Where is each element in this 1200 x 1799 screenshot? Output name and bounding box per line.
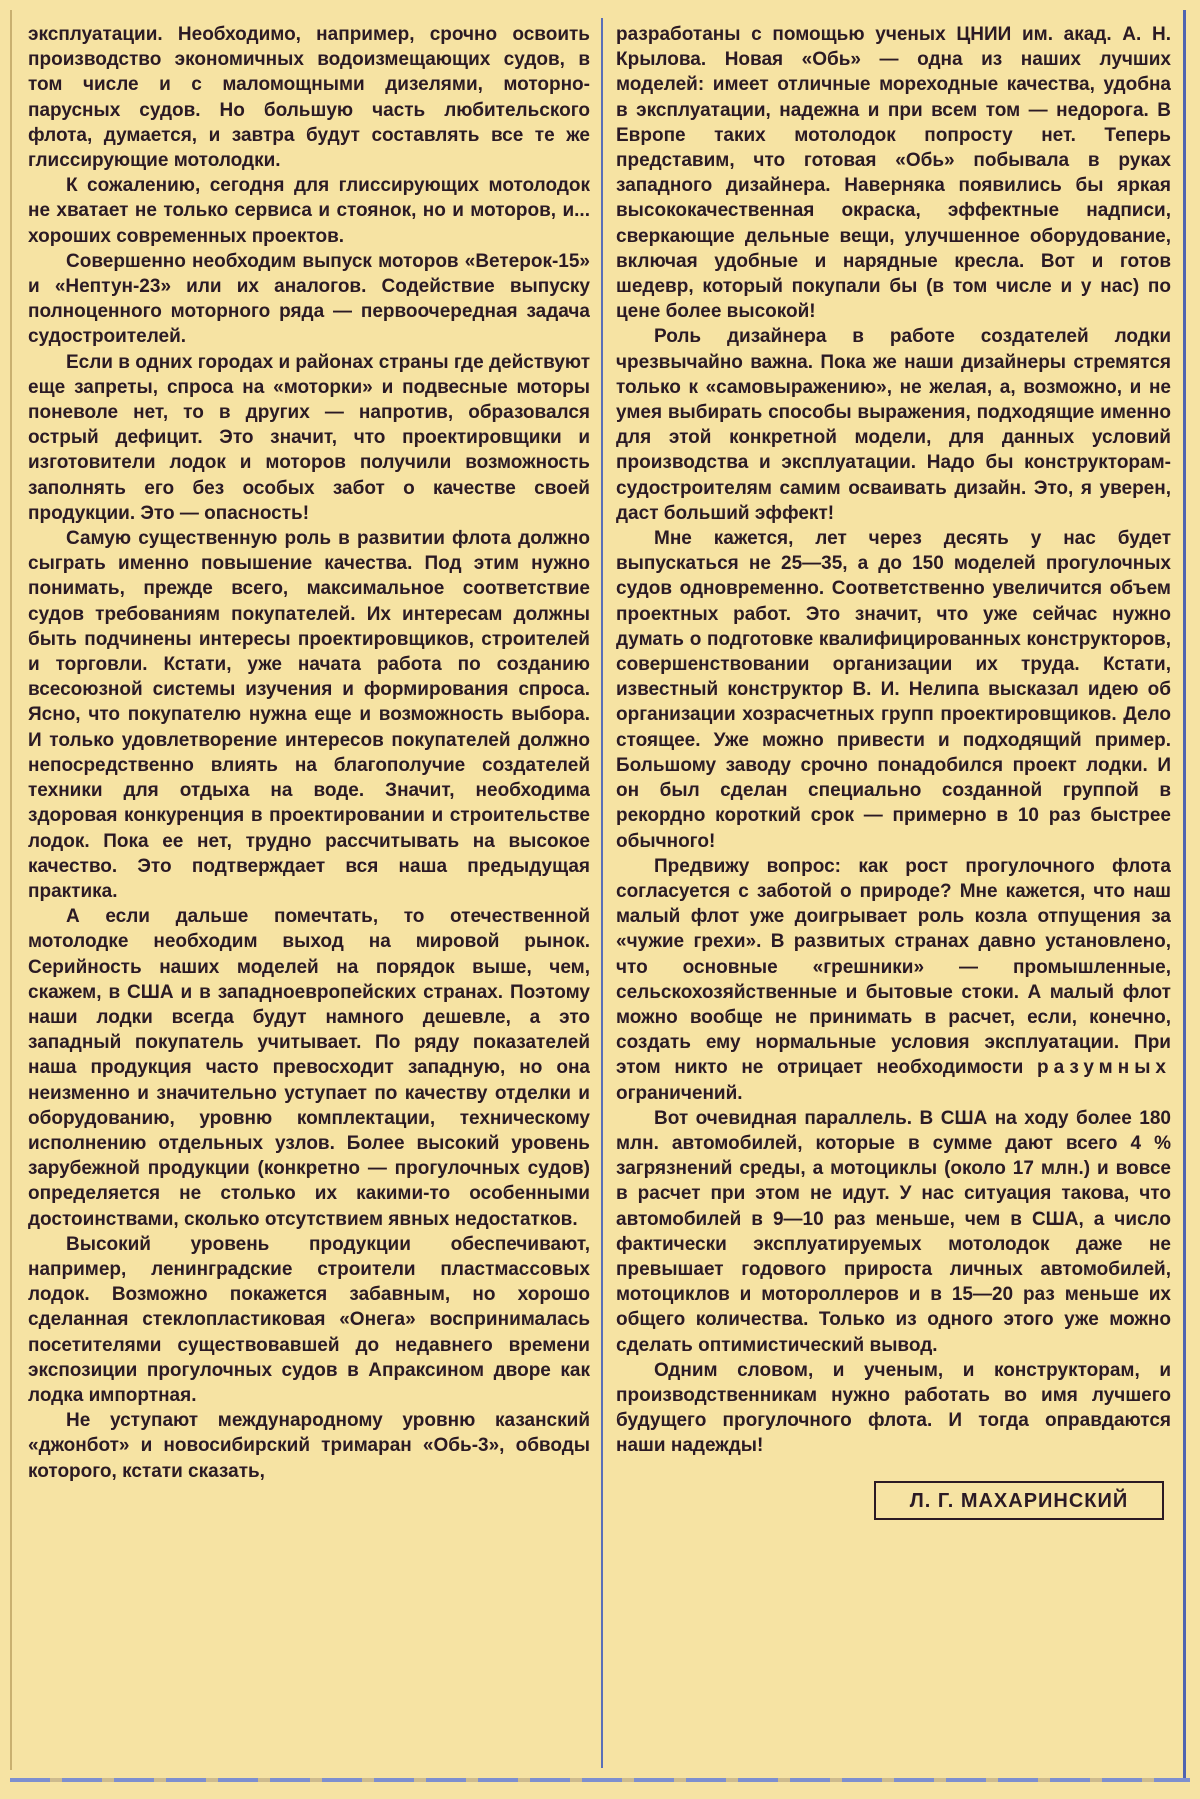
paragraph: К сожалению, сегодня для глиссирующих мотолодок не хватает не только сервиса и стоянок, но и моторов, и... хороших современных проектов. [28,175,590,247]
paragraph: Вот очевидная параллель. В США на ходу более 180 млн. автомобилей, которые в сумме дают всего 4 % загрязнений среды, а мотоциклы (около 17 млн.) и вовсе в расчет при этом не идут. У нас ситуация такова, что автомобилей в 9—10 раз меньше, чем в США, а число фактически эксплуатируемых мотолодок даже не превышает годового прироста личных автомобилей, мотоциклов и мотороллеров и в 15—20 раз меньше их общего количества. Только из одного этого уже можно сделать оптимистический вывод. [616,1107,1171,1356]
paragraph: Самую существенную роль в развитии флота должно сыграть именно повышение качества. Под этим нужно понимать, прежде всего, максимальное соответствие судов требованиям покупателей. Их интересам должны быть подчинены интересы проектировщиков, строителей и торговли. Кстати, уже начата работа по созданию всесоюзной системы изучения и формирования спроса. Ясно, что покупателю нужна еще и возможность выбора. И только удовлетворение интересов покупателей должно непосредственно влиять на благополучие создателей техники для отдыха на воде. Значит, необходима здоровая конкуренция в проектировании и строительстве лодок. Пока ее нет, трудно рассчитывать на высокое качество. Это подтверждает вся наша предыдущая практика. [28,528,590,902]
paragraph: Высокий уровень продукции обеспечивают, например, ленинградские строители пластмассовых лодок. Возможно покажется забавным, но хорошо сделанная стеклопластиковая «Онега» воспринималась посетителями существовавшей до недавнего времени экспозиции прогулочных судов в Апраксином дворе как лодка импортная. [28,1233,590,1406]
right-border-rule [1183,10,1186,1780]
paragraph-text: ограничений. [616,1082,743,1104]
column-divider [601,18,603,1768]
paragraph: Роль дизайнера в работе создателей лодки чрезвычайно важна. Пока же наши дизайнеры стремятся только к «самовыражению», не желая, а, возможно, и не умея выбирать способы выражения, подходящие именно для этой конкретной модели, для данных условий производства и эксплуатации. Надо бы конструкторам-судостроителям самим осваивать дизайн. Это, я уверен, даст больший эффект! [616,326,1171,524]
paragraph: Мне кажется, лет через десять у нас будет выпускаться не 25—35, а до 150 моделей прогулочных судов одновременно. Соответственно увеличится объем проектных работ. Это значит, что уже сейчас нужно думать о подготовке квалифицированных конструкторов, совершенствовании организации их труда. Кстати, известный конструктор В. И. Нелипа высказал идею об организации хозрасчетных групп проектировщиков. Дело стоящее. Уже можно привести и подходящий пример. Большому заводу срочно понадобился проект лодки. И он был сделан специально созданной группой в рекордно короткий срок — примерно в 10 раз быстрее обычного! [616,528,1171,852]
paragraph: эксплуатации. Необходимо, например, срочно освоить производство экономичных водоизмещающих судов, в том числе и с маломощными дизелями, моторно-парусных судов. Но большую часть любительского флота, думается, и завтра будут составлять все те же глиссирующие мотолодки. [28,24,590,172]
left-column [28,22,590,1767]
paragraph: разработаны с помощью ученых ЦНИИ им. акад. А. Н. Крылова. Новая «Обь» — одна из наших лучших моделей: имеет отличные мореходные качества, удобна в эксплуатации, надежна и при всем том — недорога. В Европе таких мотолодок попросту нет. Теперь представим, что готовая «Обь» побывала в руках западного дизайнера. Наверняка появились бы яркая высококачественная окраска, эффектные надписи, сверкающие дельные вещи, улучшенное оборудование, включая удобные и нарядные кресла. Вот и готов шедевр, который покупали бы (в том числе и у нас) по цене более высокой! [616,24,1171,323]
paragraph: Совершенно необходим выпуск моторов «Ветерок-15» и «Нептун-23» или их аналогов. Содействие выпуску полноценного моторного ряда — первоочередная задача судостроителей. [28,250,590,348]
paragraph: Если в одних городах и районах страны где действуют еще запреты, спроса на «моторки» и подвесные моторы поневоле нет, то в других — напротив, образовался острый дефицит. Это значит, что проектировщики и изготовители лодок и моторов получили возможность заполнять его без особых забот о качестве своей продукции. Это — опасность! [28,351,590,524]
bottom-border-rule [10,1778,1190,1782]
left-edge [10,10,12,1770]
paragraph: Одним словом, и ученым, и конструкторам, и производственникам нужно работать во имя лучшего будущего прогулочного флота. И тогда оправдаются наши надежды! [616,1359,1171,1457]
paragraph: А если дальше помечтать, то отечественной мотолодке необходим выход на мировой рынок. Серийность наших моделей на порядок выше, чем, скажем, в США и в западноевропейских странах. Поэтому наши лодки всегда будут намного дешевле, а это западный покупатель учитывает. По ряду показателей наша продукция часто превосходит западную, но она неизменно и значительно уступает по качеству отделки и оборудованию, уровню комплектации, техническому исполнению отдельных узлов. Более высокий уровень зарубежной продукции (конкретно — прогулочных судов) определяется не столько их какими-то особенными достоинствами, сколько отсутствием явных недостатков. [28,906,590,1230]
spaced-emphasis: разумных [1036,1057,1171,1079]
right-column [616,22,1171,1767]
paragraph: Не уступают международному уровню казанский «джонбот» и новосибирский тримаран «Обь-3», обводы которого, кстати сказать, [28,1410,590,1482]
paragraph-nature [616,854,1171,1106]
author-signature: Л. Г. МАХАРИНСКИЙ [874,1481,1164,1520]
paragraph-text: Предвижу вопрос: как рост прогулочного флота согласуется с заботой о природе? Мне кажется, что наш малый флот уже доигрывает роль козла отпущения за «чужие грехи». В развитых странах давно установлено, что основные «грешники» — промышленные, сельскохозяйственные и бытовые стоки. А малый флот можно вообще не принимать в расчет, если, конечно, создать ему нормальные условия эксплуатации. При этом никто не отрицает необходимости [616,855,1171,1079]
